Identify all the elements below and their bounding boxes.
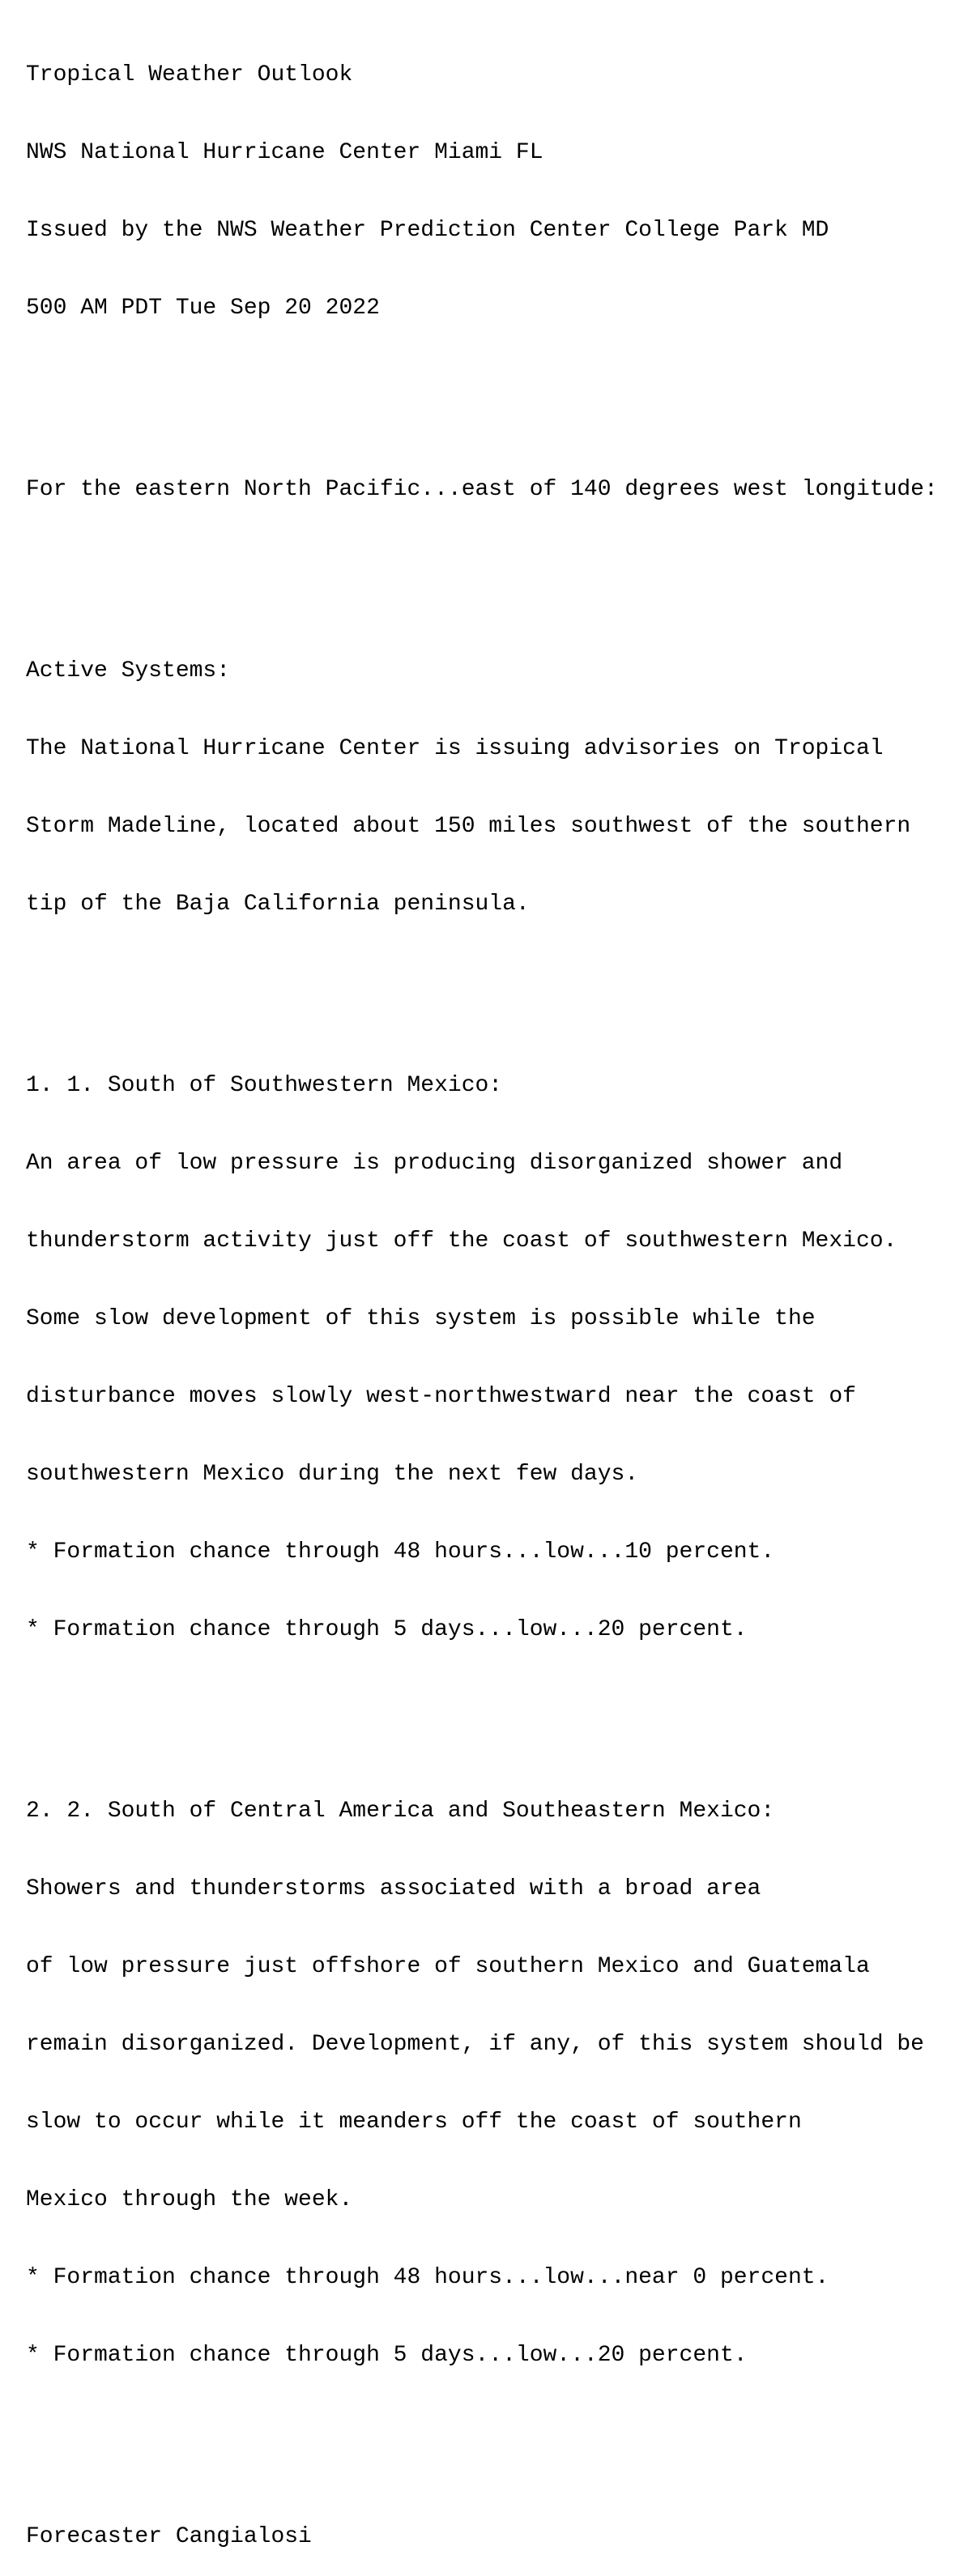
spacer xyxy=(26,1695,938,1721)
outlook-1-chance-48h: * Formation chance through 48 hours...low...10 percent. xyxy=(26,1539,775,1565)
outlook-2-text: Showers and thunderstorms associated with a broad area xyxy=(26,1876,761,1901)
spacer xyxy=(26,373,938,399)
region-line: For the eastern North Pacific...east of 140 degrees west longitude: xyxy=(26,477,938,502)
active-systems-text: The National Hurricane Center is issuing advisories on Tropical xyxy=(26,736,884,761)
outlook-2-text: slow to occur while it meanders off the coast of southern xyxy=(26,2110,802,2135)
outlook-1-text: southwestern Mexico during the next few days. xyxy=(26,1462,639,1487)
outlook-1-text: An area of low pressure is producing disorganized shower and xyxy=(26,1151,843,1176)
spacer xyxy=(26,969,938,995)
outlook-1-text: disturbance moves slowly west-northwestward near the coast of xyxy=(26,1384,856,1409)
active-systems-text: tip of the Baja California peninsula. xyxy=(26,892,530,917)
spacer xyxy=(26,2421,938,2446)
outlook-document xyxy=(26,11,938,2576)
spacer xyxy=(26,555,938,581)
issued-timestamp: 500 AM PDT Tue Sep 20 2022 xyxy=(26,296,380,321)
outlook-2-text: remain disorganized. Development, if any, of this system should be xyxy=(26,2032,924,2057)
issuing-office: NWS National Hurricane Center Miami FL xyxy=(26,140,543,165)
outlook-1-chance-5d: * Formation chance through 5 days...low...20 percent. xyxy=(26,1617,748,1642)
outlook-2-heading: 2. 2. South of Central America and Southeastern Mexico: xyxy=(26,1799,775,1824)
forecaster-signoff: Forecaster Cangialosi xyxy=(26,2524,312,2549)
document-title: Tropical Weather Outlook xyxy=(26,62,353,87)
outlook-1-text: Some slow development of this system is possible while the xyxy=(26,1306,816,1331)
outlook-1-heading: 1. 1. South of Southwestern Mexico: xyxy=(26,1073,503,1098)
active-systems-text: Storm Madeline, located about 150 miles southwest of the southern xyxy=(26,814,911,839)
outlook-2-chance-5d: * Formation chance through 5 days...low...20 percent. xyxy=(26,2343,748,2368)
active-systems-heading: Active Systems: xyxy=(26,658,231,683)
outlook-2-text: Mexico through the week. xyxy=(26,2187,353,2212)
outlook-2-text: of low pressure just offshore of southern Mexico and Guatemala xyxy=(26,1954,870,1979)
issuer-line: Issued by the NWS Weather Prediction Center College Park MD xyxy=(26,218,829,243)
outlook-1-text: thunderstorm activity just off the coast of southwestern Mexico. xyxy=(26,1228,897,1254)
outlook-2-chance-48h: * Formation chance through 48 hours...low...near 0 percent. xyxy=(26,2265,829,2290)
